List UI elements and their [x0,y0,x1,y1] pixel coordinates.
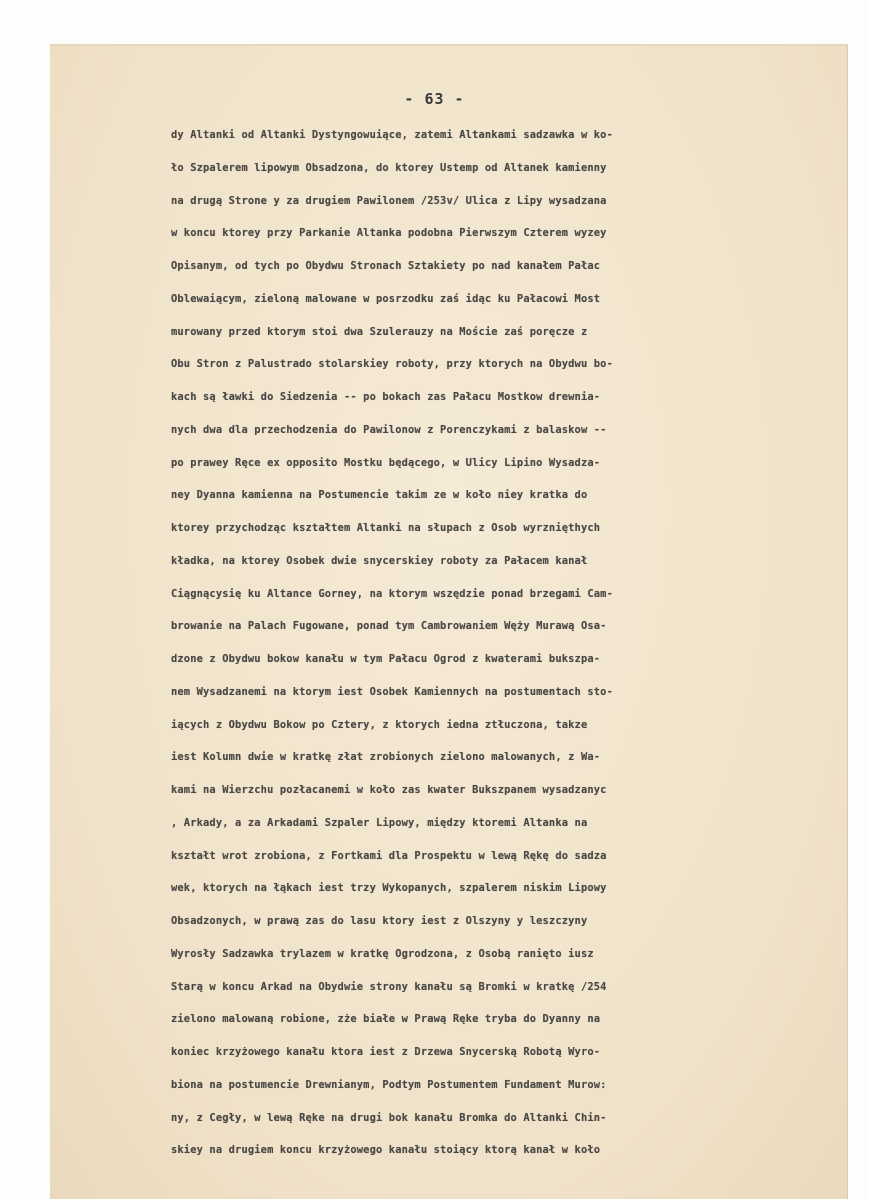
text-line: kształt wrot zrobiona, z Fortkami dla Prospektu w lewą Rękę do sadza [171,849,607,862]
text-line: kami na Wierzchu pozłacanemi w koło zas kwater Bukszpanem wysadzanyc [171,784,607,796]
text-line: koniec krzyżowego kanału ktora iest z Drzewa Snycerską Robotą Wyro- [171,1046,601,1058]
text-line: nem Wysadzanemi na ktorym iest Osobek Kamiennych na postumentach sto- [171,685,613,698]
text-line: ney Dyanna kamienna na Postumencie takim ze w koło niey kratka do [171,489,588,502]
text-line: Obu Stron z Palustrado stolarskiey roboty, przy ktorych na Obydwu bo- [171,358,613,371]
text-line: Ciągnącysię ku Altance Gorney, na ktorym wszędzie ponad brzegami Cam- [171,587,613,600]
text-line: zielono malowaną robione, zże białe w Prawą Ręke tryba do Dyanny na [171,1013,601,1026]
text-line: , Arkady, a za Arkadami Szpaler Lipowy, między ktoremi Altanka na [171,816,588,829]
text-line: kładka, na ktorey Osobek dwie snycerskiey roboty za Pałacem kanał [171,554,588,567]
text-line: Opisanym, od tych po Obydwu Stronach Sztakiety po nad kanałem Pałac [171,260,601,272]
text-line: dzone z Obydwu bokow kanału w tym Pałacu Ogrod z kwaterami bukszpa- [171,653,601,665]
text-line: nych dwa dla przechodzenia do Pawilonow z Porenczykami z balaskow -- [171,423,607,436]
text-line: Wyrosły Sadzawka trylazem w kratkę Ogrodzona, z Osobą ranięto iusz [171,947,594,960]
text-line: wek, ktorych na łąkach iest trzy Wykopanych, szpalerem niskim Lipowy [171,882,607,895]
text-line: w koncu ktorey przy Parkanie Altanka podobna Pierwszym Czterem wyzey [171,227,607,240]
text-line: Obsadzonych, w prawą zas do lasu ktory iest z Olszyny y leszczyny [171,915,588,927]
text-line: iących z Obydwu Bokow po Cztery, z ktorych iedna ztłuczona, takze [171,718,588,731]
text-line: Oblewaiącym, zieloną malowane w posrzodku zaś idąc ku Pałacowi Most [171,292,601,305]
text-line: Starą w koncu Arkad na Obydwie strony kanału są Bromki w kratkę /254 [171,980,607,993]
text-line: ny, z Cegły, w lewą Ręke na drugi bok kanału Bromka do Altanki Chin- [171,1111,607,1124]
text-line: ło Szpalerem lipowym Obsadzona, do ktorey Ustemp od Altanek kamienny [171,161,607,174]
text-line: murowany przed ktorym stoi dwa Szulerauzy na Moście zaś poręcze z [171,325,588,338]
typewritten-text-body [171,119,831,1167]
text-line: iest Kolumn dwie w kratkę złat zrobionych zielono malowanych, z Wa- [171,751,601,764]
text-line: po prawey Ręce ex opposito Mostku będącego, w Ulicy Lipino Wysadza- [171,456,601,469]
text-line: na drugą Strone y za drugiem Pawilonem /253v/ Ulica z Lipy wysadzana [171,194,607,207]
text-line: ktorey przychodząc kształtem Altanki na słupach z Osob wyrznięthych [171,522,601,534]
text-line: browanie na Palach Fugowane, ponad tym Cambrowaniem Węży Murawą Osa- [171,620,607,633]
text-line: biona na postumencie Drewnianym, Podtym Postumentem Fundament Murow: [171,1078,607,1091]
text-line: kach są ławki do Siedzenia -- po bokach zas Pałacu Mostkow drewnia- [171,391,601,403]
text-line: dy Altanki od Altanki Dystyngowuiące, zatemi Altankami sadzawka w ko- [171,129,613,141]
page-number: - 63 - [404,90,465,108]
text-line: skiey na drugiem koncu krzyżowego kanału stoiący ktorą kanał w koło [171,1144,601,1157]
